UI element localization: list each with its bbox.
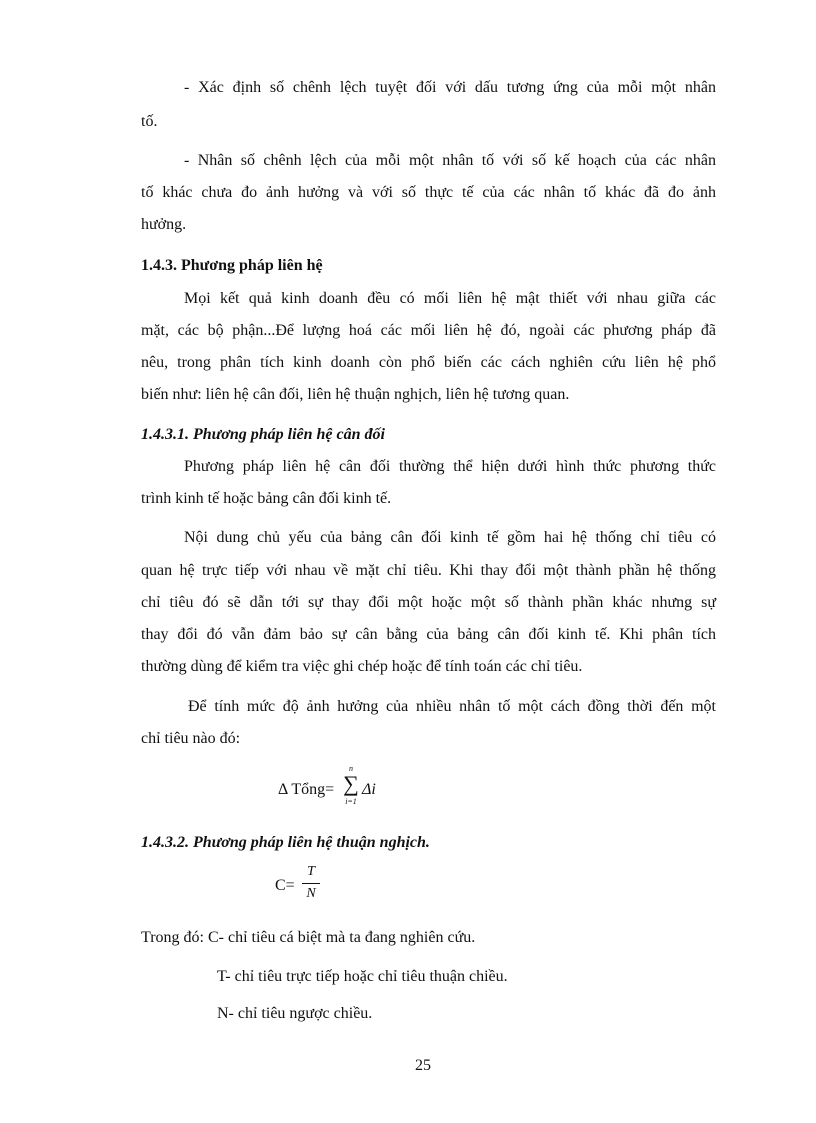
- paragraph-4-line-2: trình kinh tế hoặc bảng cân đối kinh tế.: [141, 490, 392, 507]
- definition-t: T- chỉ tiêu trực tiếp hoặc chỉ tiêu thuận chiều.: [217, 968, 508, 985]
- paragraph-2-line-3: hưởng.: [141, 216, 187, 233]
- paragraph-6-line-2: chỉ tiêu nào đó:: [141, 730, 241, 747]
- paragraph-3-line-3: nêu, trong phân tích kinh doanh còn phổ biến các cách nghiên cứu liên hệ phổ: [141, 354, 716, 371]
- formula-summand: Δi: [362, 781, 376, 798]
- paragraph-3-line-2: mặt, các bộ phận...Để lượng hoá các mối liên hệ đó, ngoài các phương pháp đã: [141, 322, 716, 339]
- paragraph-1-line-2: tố.: [141, 113, 158, 130]
- fraction-bar: [302, 883, 320, 884]
- subsection-heading-1-4-3-1: 1.4.3.1. Phương pháp liên hệ cân đối: [141, 426, 385, 443]
- paragraph-5-line-3: chỉ tiêu đó sẽ dẫn tới sự thay đổi một hoặc một số thành phần khác nhưng sự: [141, 594, 716, 611]
- paragraph-3-line-4: biến như: liên hệ cân đối, liên hệ thuận nghịch, liên hệ tương quan.: [141, 386, 570, 403]
- paragraph-5-line-1: Nội dung chủ yếu của bảng cân đối kinh tế gồm hai hệ thống chỉ tiêu có: [184, 529, 716, 546]
- definition-c: Trong đó: C- chỉ tiêu cá biệt mà ta đang nghiên cứu.: [141, 929, 476, 946]
- paragraph-4-line-1: Phương pháp liên hệ cân đối thường thể hiện dưới hình thức phương thức: [184, 458, 716, 475]
- paragraph-3-line-1: Mọi kết quả kinh doanh đều có mối liên hệ mật thiết với nhau giữa các: [184, 290, 716, 307]
- paragraph-1-line-1: - Xác định số chênh lệch tuyệt đối với dấu tương ứng của mỗi một nhân: [184, 79, 716, 96]
- paragraph-5-line-4: thay đổi đó vẫn đảm bảo sự cân bằng của bảng cân đối kinh tế. Khi phân tích: [141, 626, 716, 643]
- paragraph-5-line-5: thường dùng để kiểm tra việc ghi chép hoặc để tính toán các chỉ tiêu.: [141, 658, 583, 675]
- summation-lower-limit: i=1: [345, 797, 357, 806]
- paragraph-2-line-2: tố khác chưa đo ảnh hưởng và với số thực tế của các nhân tố khác đã đo ảnh: [141, 184, 716, 201]
- page-number: 25: [415, 1057, 431, 1074]
- ratio-formula-left-side: C=: [275, 877, 295, 894]
- fraction-denominator: N: [306, 886, 316, 901]
- subsection-heading-1-4-3-2: 1.4.3.2. Phương pháp liên hệ thuận nghịch.: [141, 834, 430, 851]
- sigma-icon: ∑: [343, 771, 359, 796]
- section-heading-1-4-3: 1.4.3. Phương pháp liên hệ: [141, 257, 323, 274]
- definition-n: N- chỉ tiêu ngược chiều.: [217, 1005, 373, 1022]
- formula-left-side: Δ Tổng=: [278, 781, 335, 798]
- summation-symbol: [340, 765, 362, 815]
- paragraph-6-line-1: Để tính mức độ ảnh hưởng của nhiều nhân tố một cách đồng thời đến một: [188, 698, 716, 715]
- paragraph-2-line-1: - Nhân số chênh lệch của mỗi một nhân tố với số kế hoạch của các nhân: [184, 152, 716, 169]
- fraction-numerator: T: [307, 864, 315, 879]
- ratio-fraction: [302, 864, 320, 904]
- summation-upper-limit: n: [349, 764, 353, 773]
- paragraph-5-line-2: quan hệ trực tiếp với nhau về mặt chỉ tiêu. Khi thay đổi một thành phần hệ thống: [141, 562, 716, 579]
